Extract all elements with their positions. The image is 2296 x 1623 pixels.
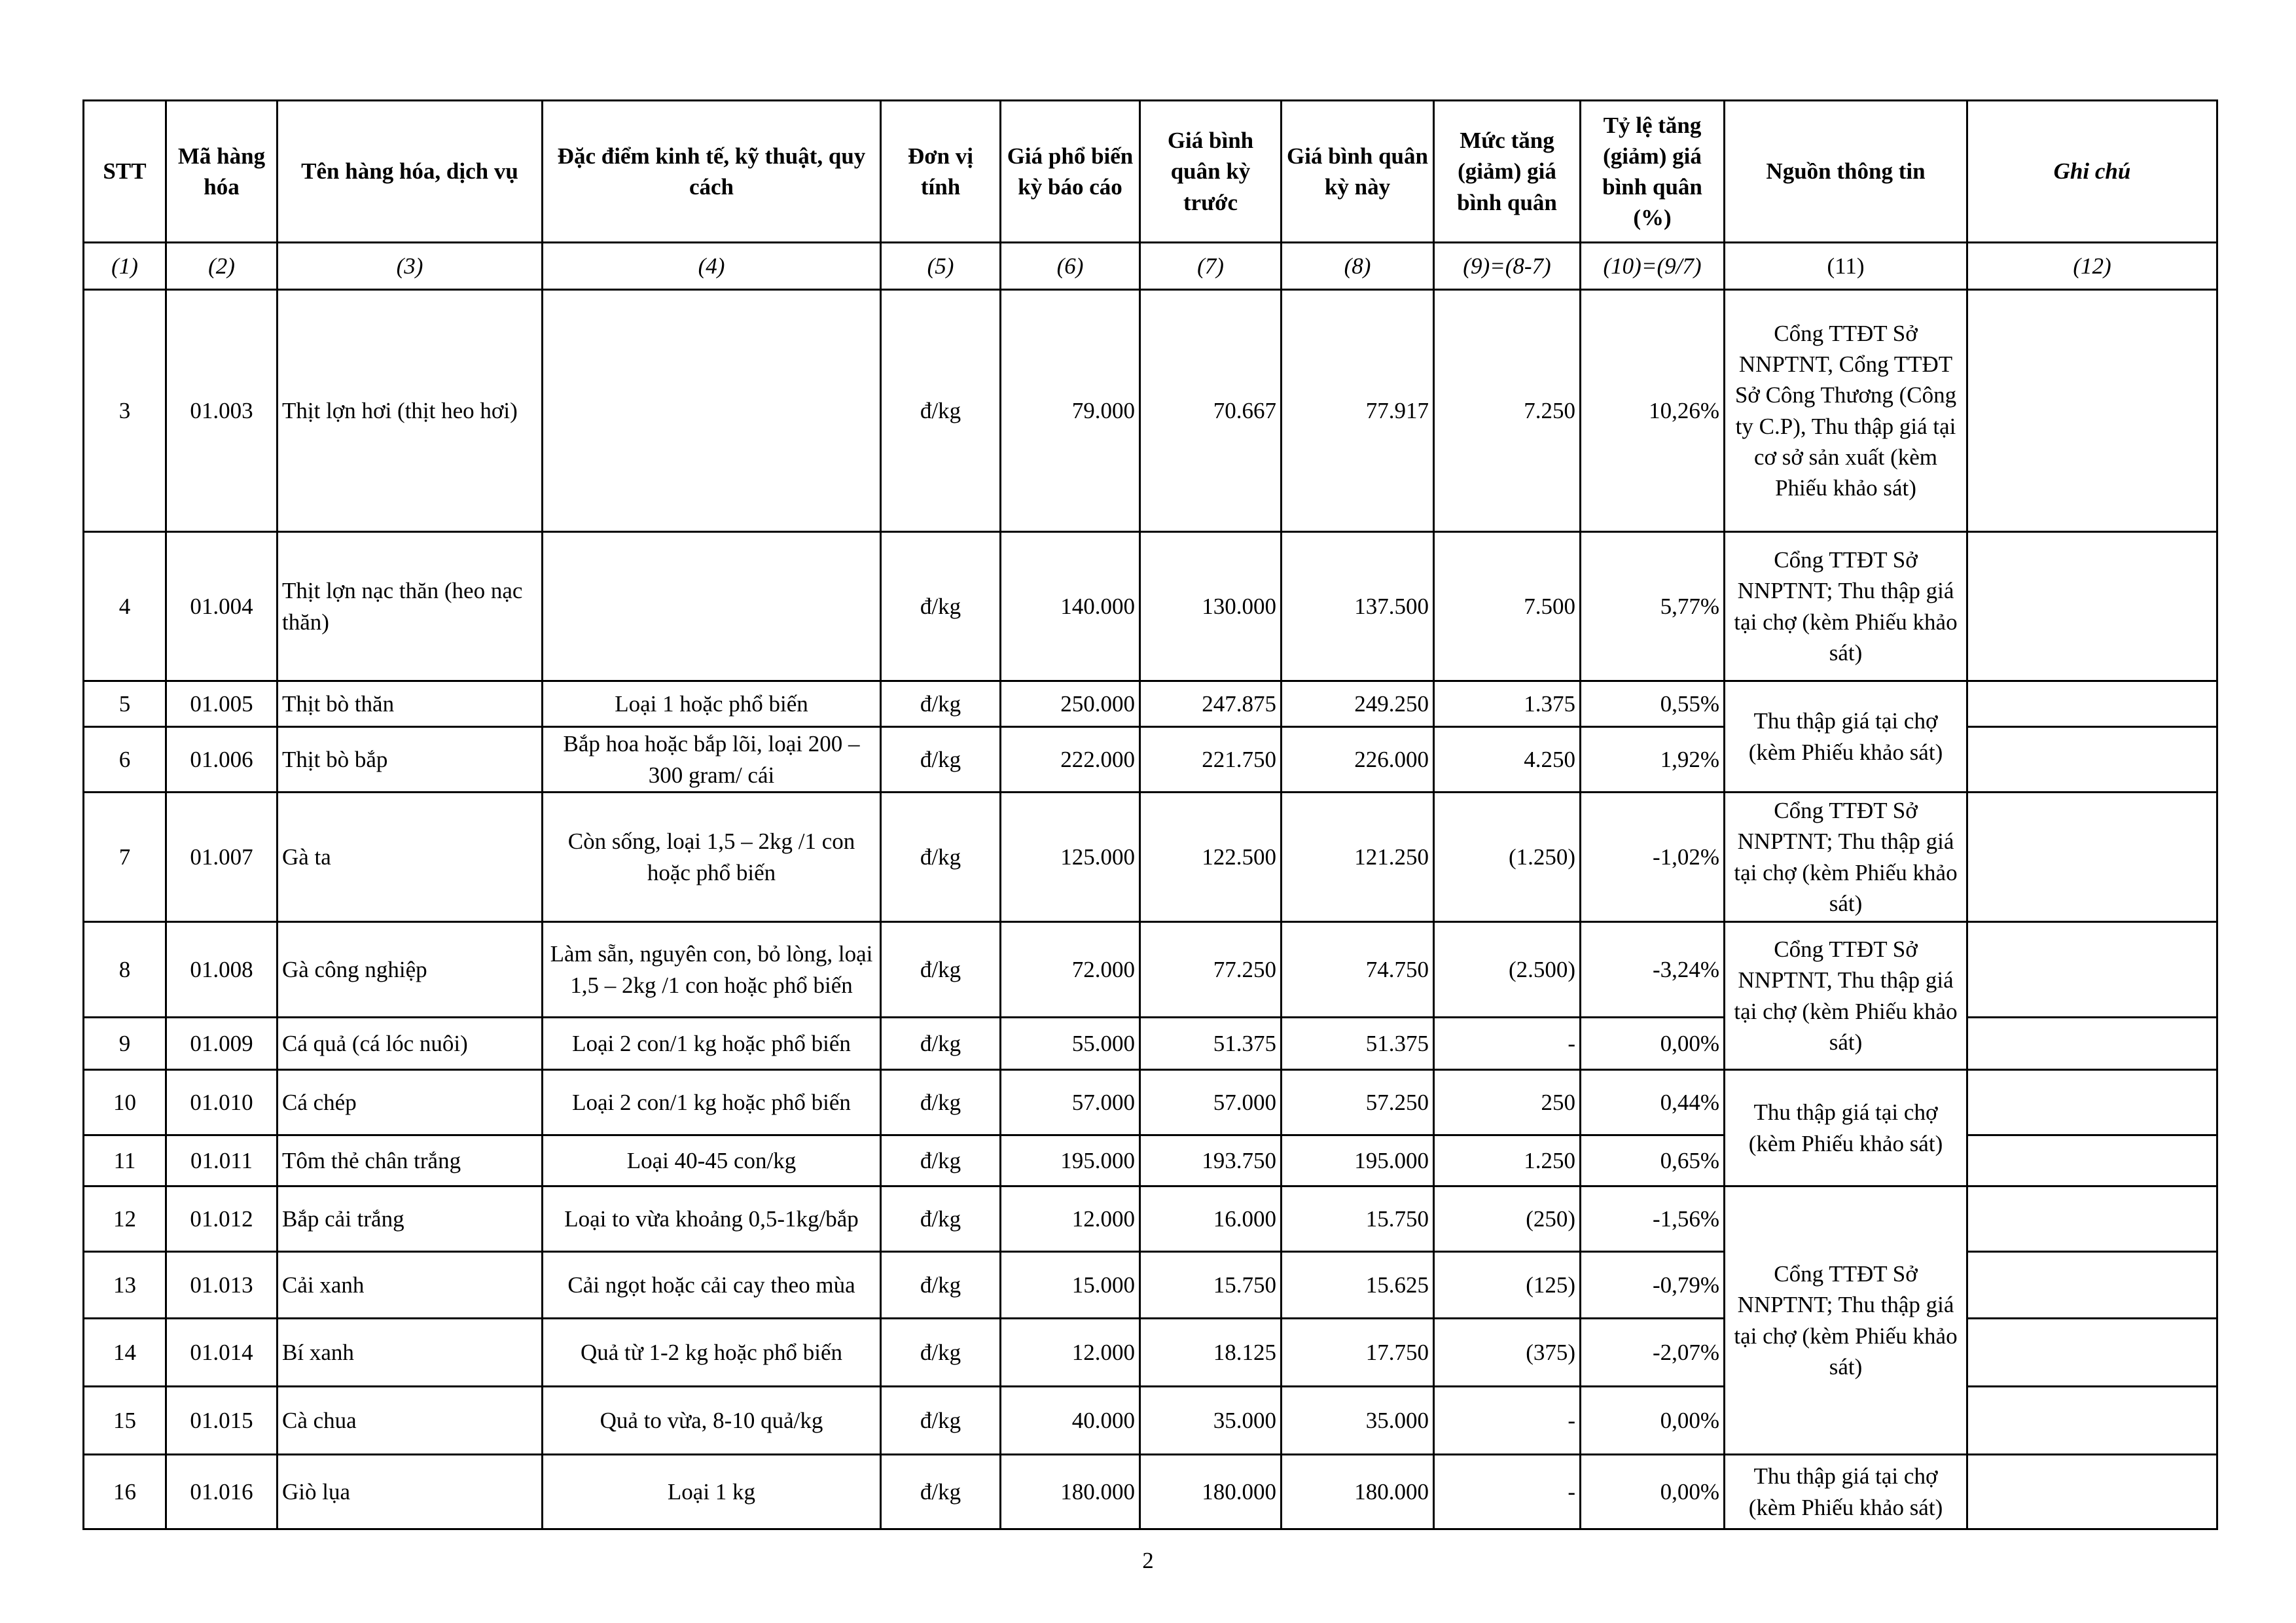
row-gia-bq-nay: 57.250 (1282, 1070, 1434, 1135)
header-ma-hang-hoa: Mã hàng hóa (166, 101, 278, 243)
row-muc-tang: 1.250 (1434, 1135, 1581, 1186)
header-ten-hang-hoa: Tên hàng hóa, dịch vụ (278, 101, 543, 243)
price-table (82, 99, 2218, 1530)
row-ty-le: 0,00% (1581, 1387, 1725, 1455)
colnum-1: (1) (84, 243, 166, 290)
row-ten-hang: Thịt bò thăn (278, 681, 543, 727)
row-gia-bq-nay: 226.000 (1282, 727, 1434, 793)
row-ten-hang: Giò lụa (278, 1455, 543, 1529)
row-ma-hang: 01.007 (166, 793, 278, 922)
header-row (84, 101, 2217, 243)
row-nguon-thong-tin: Cổng TTĐT Sở NNPTNT, Thu thập giá tại chợ (kèm Phiếu khảo sát) (1725, 922, 1967, 1070)
row-ma-hang: 01.016 (166, 1455, 278, 1529)
row-don-vi: đ/kg (881, 1018, 1001, 1070)
row-gia-pho-bien: 55.000 (1001, 1018, 1140, 1070)
row-dac-diem: Loại to vừa khoảng 0,5-1kg/bắp (543, 1186, 881, 1252)
row-gia-bq-truoc: 122.500 (1140, 793, 1282, 922)
row-ten-hang: Cà chua (278, 1387, 543, 1455)
colnum-3: (3) (278, 243, 543, 290)
row-dac-diem: Quả to vừa, 8-10 quả/kg (543, 1387, 881, 1455)
row-gia-pho-bien: 40.000 (1001, 1387, 1140, 1455)
row-ma-hang: 01.005 (166, 681, 278, 727)
row-stt: 7 (84, 793, 166, 922)
row-ten-hang: Cải xanh (278, 1252, 543, 1319)
row-ty-le: 0,44% (1581, 1070, 1725, 1135)
row-muc-tang: - (1434, 1387, 1581, 1455)
row-ghi-chu (1967, 532, 2217, 681)
header-ghi-chu: Ghi chú (1967, 101, 2217, 243)
header-gia-pho-bien: Giá phổ biến kỳ báo cáo (1001, 101, 1140, 243)
row-dac-diem: Cải ngọt hoặc cải cay theo mùa (543, 1252, 881, 1319)
row-gia-bq-truoc: 77.250 (1140, 922, 1282, 1018)
row-ma-hang: 01.003 (166, 290, 278, 532)
header-nguon: Nguồn thông tin (1725, 101, 1967, 243)
row-ten-hang: Gà công nghiệp (278, 922, 543, 1018)
row-ma-hang: 01.011 (166, 1135, 278, 1186)
colnum-7: (7) (1140, 243, 1282, 290)
row-don-vi: đ/kg (881, 1387, 1001, 1455)
row-ghi-chu (1967, 1018, 2217, 1070)
row-gia-pho-bien: 12.000 (1001, 1186, 1140, 1252)
row-gia-bq-truoc: 15.750 (1140, 1252, 1282, 1319)
colnum-5: (5) (881, 243, 1001, 290)
row-muc-tang: - (1434, 1018, 1581, 1070)
row-ma-hang: 01.004 (166, 532, 278, 681)
colnum-10: (10)=(9/7) (1581, 243, 1725, 290)
row-don-vi: đ/kg (881, 681, 1001, 727)
table-row (84, 1455, 2217, 1529)
row-ty-le: -1,56% (1581, 1186, 1725, 1252)
row-gia-bq-nay: 121.250 (1282, 793, 1434, 922)
row-ten-hang: Thịt lợn nạc thăn (heo nạc thăn) (278, 532, 543, 681)
row-ty-le: 0,00% (1581, 1018, 1725, 1070)
row-muc-tang: 1.375 (1434, 681, 1581, 727)
row-stt: 15 (84, 1387, 166, 1455)
header-gia-bq-nay: Giá bình quân kỳ này (1282, 101, 1434, 243)
row-ma-hang: 01.015 (166, 1387, 278, 1455)
row-stt: 9 (84, 1018, 166, 1070)
row-ty-le: 1,92% (1581, 727, 1725, 793)
row-dac-diem: Loại 40-45 con/kg (543, 1135, 881, 1186)
row-gia-bq-nay: 17.750 (1282, 1319, 1434, 1387)
row-dac-diem: Bắp hoa hoặc bắp lõi, loại 200 – 300 gram/ cái (543, 727, 881, 793)
row-ma-hang: 01.010 (166, 1070, 278, 1135)
row-muc-tang: 4.250 (1434, 727, 1581, 793)
row-gia-pho-bien: 12.000 (1001, 1319, 1140, 1387)
row-gia-bq-nay: 77.917 (1282, 290, 1434, 532)
header-gia-bq-truoc: Giá bình quân kỳ trước (1140, 101, 1282, 243)
row-dac-diem: Quả từ 1-2 kg hoặc phổ biến (543, 1319, 881, 1387)
row-muc-tang: 7.250 (1434, 290, 1581, 532)
row-ma-hang: 01.013 (166, 1252, 278, 1319)
row-gia-pho-bien: 72.000 (1001, 922, 1140, 1018)
row-ty-le: 0,00% (1581, 1455, 1725, 1529)
row-muc-tang: 7.500 (1434, 532, 1581, 681)
row-stt: 13 (84, 1252, 166, 1319)
row-don-vi: đ/kg (881, 1252, 1001, 1319)
row-ty-le: -0,79% (1581, 1252, 1725, 1319)
table-row (84, 1186, 2217, 1252)
row-ghi-chu (1967, 727, 2217, 793)
colnum-2: (2) (166, 243, 278, 290)
table-body (84, 290, 2217, 1529)
row-ma-hang: 01.012 (166, 1186, 278, 1252)
row-ten-hang: Tôm thẻ chân trắng (278, 1135, 543, 1186)
row-don-vi: đ/kg (881, 1135, 1001, 1186)
row-gia-bq-truoc: 180.000 (1140, 1455, 1282, 1529)
header-dac-diem: Đặc điểm kinh tế, kỹ thuật, quy cách (543, 101, 881, 243)
row-ma-hang: 01.006 (166, 727, 278, 793)
row-don-vi: đ/kg (881, 290, 1001, 532)
table-row (84, 290, 2217, 532)
row-ghi-chu (1967, 1455, 2217, 1529)
row-dac-diem: Loại 1 hoặc phổ biến (543, 681, 881, 727)
row-muc-tang: 250 (1434, 1070, 1581, 1135)
row-stt: 14 (84, 1319, 166, 1387)
row-ten-hang: Cá chép (278, 1070, 543, 1135)
row-stt: 6 (84, 727, 166, 793)
row-muc-tang: (250) (1434, 1186, 1581, 1252)
page-number: 2 (1142, 1548, 1154, 1573)
row-gia-bq-nay: 249.250 (1282, 681, 1434, 727)
row-gia-bq-nay: 35.000 (1282, 1387, 1434, 1455)
row-nguon-thong-tin: Cổng TTĐT Sở NNPTNT; Thu thập giá tại chợ (kèm Phiếu khảo sát) (1725, 793, 1967, 922)
colnum-8: (8) (1282, 243, 1434, 290)
row-dac-diem (543, 532, 881, 681)
row-don-vi: đ/kg (881, 1455, 1001, 1529)
row-gia-bq-truoc: 35.000 (1140, 1387, 1282, 1455)
row-ghi-chu (1967, 1252, 2217, 1319)
row-ten-hang: Bắp cải trắng (278, 1186, 543, 1252)
row-ma-hang: 01.008 (166, 922, 278, 1018)
row-ty-le: -2,07% (1581, 1319, 1725, 1387)
row-dac-diem: Làm sẵn, nguyên con, bỏ lòng, loại 1,5 – 2kg /1 con hoặc phổ biến (543, 922, 881, 1018)
row-gia-bq-nay: 15.750 (1282, 1186, 1434, 1252)
row-muc-tang: - (1434, 1455, 1581, 1529)
colnum-6: (6) (1001, 243, 1140, 290)
row-stt: 16 (84, 1455, 166, 1529)
row-gia-pho-bien: 57.000 (1001, 1070, 1140, 1135)
row-gia-bq-truoc: 130.000 (1140, 532, 1282, 681)
row-nguon-thong-tin: Thu thập giá tại chợ (kèm Phiếu khảo sát) (1725, 681, 1967, 793)
row-gia-bq-truoc: 57.000 (1140, 1070, 1282, 1135)
row-muc-tang: (1.250) (1434, 793, 1581, 922)
row-don-vi: đ/kg (881, 1319, 1001, 1387)
table-row (84, 793, 2217, 922)
row-nguon-thong-tin: Thu thập giá tại chợ (kèm Phiếu khảo sát) (1725, 1455, 1967, 1529)
header-ty-le-tang: Tỷ lệ tăng (giảm) giá bình quân (%) (1581, 101, 1725, 243)
row-muc-tang: (2.500) (1434, 922, 1581, 1018)
row-gia-pho-bien: 125.000 (1001, 793, 1140, 922)
row-dac-diem: Loại 2 con/1 kg hoặc phổ biến (543, 1070, 881, 1135)
row-don-vi: đ/kg (881, 1186, 1001, 1252)
row-ghi-chu (1967, 290, 2217, 532)
row-gia-bq-nay: 51.375 (1282, 1018, 1434, 1070)
row-gia-pho-bien: 250.000 (1001, 681, 1140, 727)
row-stt: 12 (84, 1186, 166, 1252)
row-nguon-thong-tin: Thu thập giá tại chợ (kèm Phiếu khảo sát) (1725, 1070, 1967, 1186)
row-ty-le: 0,55% (1581, 681, 1725, 727)
table-row (84, 681, 2217, 727)
row-gia-bq-nay: 74.750 (1282, 922, 1434, 1018)
row-dac-diem (543, 290, 881, 532)
row-nguon-thong-tin: Cổng TTĐT Sở NNPTNT; Thu thập giá tại chợ (kèm Phiếu khảo sát) (1725, 1186, 1967, 1455)
table-row (84, 922, 2217, 1018)
row-ghi-chu (1967, 1186, 2217, 1252)
row-gia-pho-bien: 79.000 (1001, 290, 1140, 532)
row-gia-pho-bien: 180.000 (1001, 1455, 1140, 1529)
row-ty-le: -3,24% (1581, 922, 1725, 1018)
row-ten-hang: Thịt lợn hơi (thịt heo hơi) (278, 290, 543, 532)
row-gia-bq-truoc: 193.750 (1140, 1135, 1282, 1186)
row-dac-diem: Loại 1 kg (543, 1455, 881, 1529)
row-gia-bq-nay: 137.500 (1282, 532, 1434, 681)
row-ty-le: -1,02% (1581, 793, 1725, 922)
row-ma-hang: 01.009 (166, 1018, 278, 1070)
colnum-4: (4) (543, 243, 881, 290)
row-ghi-chu (1967, 1070, 2217, 1135)
row-dac-diem: Loại 2 con/1 kg hoặc phổ biến (543, 1018, 881, 1070)
row-dac-diem: Còn sống, loại 1,5 – 2kg /1 con hoặc phổ biến (543, 793, 881, 922)
row-don-vi: đ/kg (881, 793, 1001, 922)
row-gia-bq-truoc: 18.125 (1140, 1319, 1282, 1387)
header-don-vi: Đơn vị tính (881, 101, 1001, 243)
header-muc-tang: Mức tăng (giảm) giá bình quân (1434, 101, 1581, 243)
row-stt: 5 (84, 681, 166, 727)
row-stt: 3 (84, 290, 166, 532)
row-ghi-chu (1967, 1135, 2217, 1186)
row-stt: 8 (84, 922, 166, 1018)
row-muc-tang: (125) (1434, 1252, 1581, 1319)
row-stt: 4 (84, 532, 166, 681)
row-ma-hang: 01.014 (166, 1319, 278, 1387)
row-don-vi: đ/kg (881, 1070, 1001, 1135)
row-gia-pho-bien: 140.000 (1001, 532, 1140, 681)
row-gia-bq-nay: 195.000 (1282, 1135, 1434, 1186)
row-gia-bq-nay: 180.000 (1282, 1455, 1434, 1529)
colnum-9: (9)=(8-7) (1434, 243, 1581, 290)
row-ty-le: 10,26% (1581, 290, 1725, 532)
row-don-vi: đ/kg (881, 922, 1001, 1018)
row-ty-le: 0,65% (1581, 1135, 1725, 1186)
row-gia-bq-truoc: 221.750 (1140, 727, 1282, 793)
row-don-vi: đ/kg (881, 727, 1001, 793)
row-don-vi: đ/kg (881, 532, 1001, 681)
row-gia-bq-truoc: 51.375 (1140, 1018, 1282, 1070)
row-ten-hang: Cá quả (cá lóc nuôi) (278, 1018, 543, 1070)
row-ghi-chu (1967, 681, 2217, 727)
row-gia-bq-truoc: 70.667 (1140, 290, 1282, 532)
row-muc-tang: (375) (1434, 1319, 1581, 1387)
row-stt: 10 (84, 1070, 166, 1135)
colnum-12: (12) (1967, 243, 2217, 290)
colnum-11: (11) (1725, 243, 1967, 290)
header-stt: STT (84, 101, 166, 243)
row-ghi-chu (1967, 922, 2217, 1018)
row-ten-hang: Gà ta (278, 793, 543, 922)
row-ten-hang: Thịt bò bắp (278, 727, 543, 793)
row-ghi-chu (1967, 1319, 2217, 1387)
column-number-row (84, 243, 2217, 290)
row-ghi-chu (1967, 793, 2217, 922)
row-stt: 11 (84, 1135, 166, 1186)
row-gia-pho-bien: 222.000 (1001, 727, 1140, 793)
row-ghi-chu (1967, 1387, 2217, 1455)
table-row (84, 1070, 2217, 1135)
row-nguon-thong-tin: Cổng TTĐT Sở NNPTNT, Cổng TTĐT Sở Công Thương (Công ty C.P), Thu thập giá tại cơ sở sản xuất (kèm Phiếu khảo sát) (1725, 290, 1967, 532)
row-gia-bq-nay: 15.625 (1282, 1252, 1434, 1319)
row-nguon-thong-tin: Cổng TTĐT Sở NNPTNT; Thu thập giá tại chợ (kèm Phiếu khảo sát) (1725, 532, 1967, 681)
table-row (84, 532, 2217, 681)
row-ten-hang: Bí xanh (278, 1319, 543, 1387)
row-gia-pho-bien: 15.000 (1001, 1252, 1140, 1319)
row-gia-pho-bien: 195.000 (1001, 1135, 1140, 1186)
row-gia-bq-truoc: 16.000 (1140, 1186, 1282, 1252)
row-gia-bq-truoc: 247.875 (1140, 681, 1282, 727)
row-ty-le: 5,77% (1581, 532, 1725, 681)
